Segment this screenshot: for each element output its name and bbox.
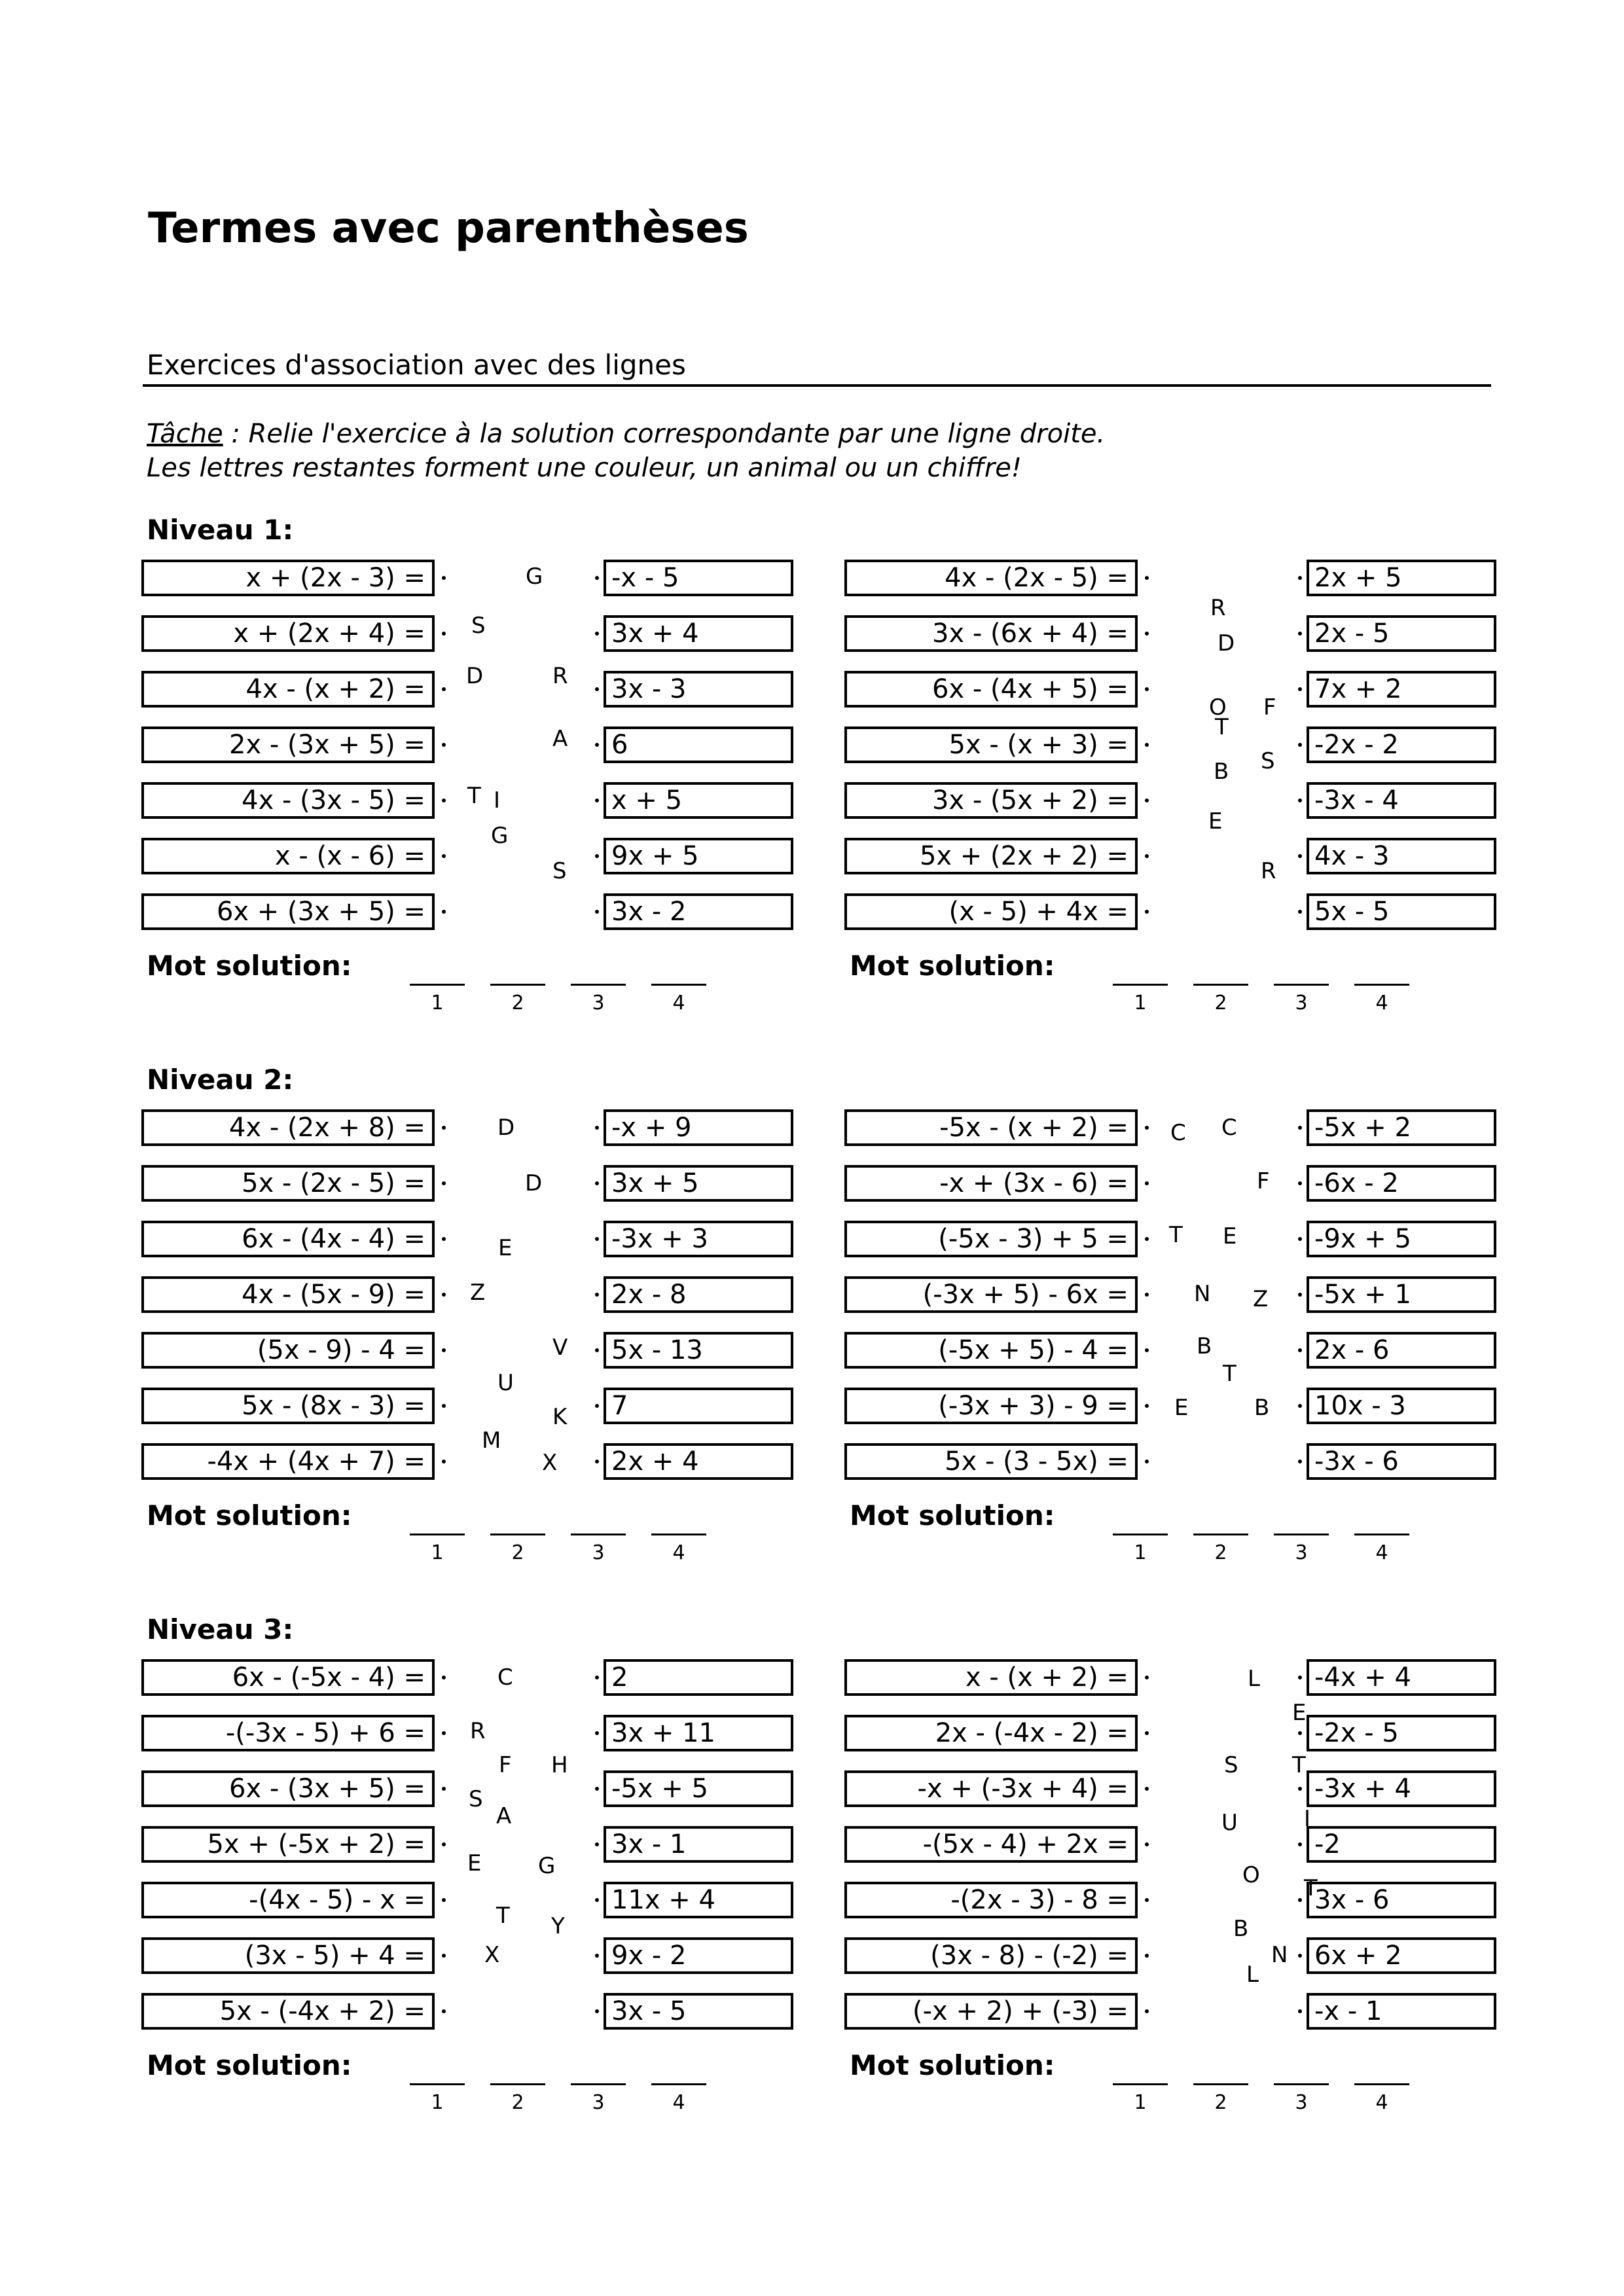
stray-letter: T: [1304, 1875, 1318, 1901]
connector-dot[interactable]: [442, 1954, 446, 1958]
solution-box: 5x - 5: [1307, 893, 1496, 930]
connector-dot[interactable]: [595, 743, 599, 747]
connector-dot[interactable]: [595, 910, 599, 914]
solution-box: 2x - 6: [1307, 1332, 1496, 1369]
exercise-box: (-5x - 3) + 5 =: [844, 1221, 1138, 1257]
answer-blank[interactable]: [1354, 2083, 1409, 2085]
connector-dot[interactable]: [595, 576, 599, 580]
solution-box: -2x - 2: [1307, 726, 1496, 763]
blank-number: 3: [592, 992, 605, 1014]
blank-number: 3: [1295, 992, 1308, 1014]
connector-dot[interactable]: [1298, 1731, 1302, 1735]
connector-dot[interactable]: [1298, 1676, 1302, 1679]
connector-dot[interactable]: [595, 1404, 599, 1408]
connector-dot[interactable]: [595, 1898, 599, 1902]
stray-letter: T: [1292, 1752, 1306, 1778]
connector-dot[interactable]: [442, 798, 446, 802]
connector-dot[interactable]: [1145, 1842, 1149, 1846]
exercise-box: (5x - 9) - 4 =: [141, 1332, 435, 1369]
stray-letter: Z: [470, 1280, 486, 1306]
solution-box: 3x + 5: [604, 1165, 793, 1202]
stray-letter: S: [471, 613, 486, 639]
connector-dot[interactable]: [1145, 1348, 1149, 1352]
solution-word-label: Mot solution:: [147, 2049, 352, 2081]
connector-dot[interactable]: [442, 1237, 446, 1241]
connector-dot[interactable]: [442, 743, 446, 747]
blank-number: 2: [511, 992, 524, 1014]
connector-dot[interactable]: [1145, 1898, 1149, 1902]
task-line-2: Les lettres restantes forment une couleur, un animal ou un chiffre!: [147, 453, 1022, 483]
stray-letter: A: [496, 1803, 512, 1829]
solution-box: 6x + 2: [1307, 1937, 1496, 1974]
connector-dot[interactable]: [1145, 1460, 1149, 1463]
connector-dot[interactable]: [1298, 1898, 1302, 1902]
solution-box: 5x - 13: [604, 1332, 793, 1369]
connector-dot[interactable]: [595, 1460, 599, 1463]
stray-letter: N: [1194, 1281, 1211, 1307]
connector-dot[interactable]: [1298, 798, 1302, 802]
connector-dot[interactable]: [1145, 854, 1149, 858]
stray-letter: C: [497, 1664, 513, 1691]
solution-box: 7: [604, 1388, 793, 1424]
connector-dot[interactable]: [442, 2009, 446, 2013]
solution-box: 3x + 11: [604, 1715, 793, 1751]
exercise-box: 3x - (5x + 2) =: [844, 782, 1138, 819]
connector-dot[interactable]: [1145, 1731, 1149, 1735]
exercise-box: 6x - (3x + 5) =: [141, 1770, 435, 1807]
connector-dot[interactable]: [1145, 1676, 1149, 1679]
connector-dot[interactable]: [442, 1898, 446, 1902]
stray-letter: R: [1210, 595, 1226, 621]
exercise-box: 6x + (3x + 5) =: [141, 893, 435, 930]
blank-number: 4: [672, 1541, 685, 1564]
exercise-box: x + (2x - 3) =: [141, 560, 435, 596]
solution-box: 9x - 2: [604, 1937, 793, 1974]
blank-number: 1: [431, 1541, 444, 1564]
blank-number: 2: [1214, 992, 1227, 1014]
solution-box: 4x - 3: [1307, 838, 1496, 874]
connector-dot[interactable]: [595, 1126, 599, 1130]
answer-blank[interactable]: [490, 984, 545, 986]
connector-dot[interactable]: [1298, 743, 1302, 747]
task-text-1: : Relie l'exercice à la solution correspondante par une ligne droite.: [223, 419, 1106, 449]
exercise-box: 2x - (-4x - 2) =: [844, 1715, 1138, 1751]
exercise-box: 5x + (-5x + 2) =: [141, 1826, 435, 1863]
connector-dot[interactable]: [595, 1348, 599, 1352]
connector-dot[interactable]: [442, 1460, 446, 1463]
stray-letter: F: [1263, 694, 1276, 721]
stray-letter: E: [1223, 1223, 1237, 1249]
exercise-box: 5x - (3 - 5x) =: [844, 1443, 1138, 1480]
solution-box: 3x - 6: [1307, 1882, 1496, 1918]
solution-box: 7x + 2: [1307, 671, 1496, 708]
connector-dot[interactable]: [442, 910, 446, 914]
answer-blank[interactable]: [1274, 1534, 1329, 1535]
solution-box: -3x + 3: [604, 1221, 793, 1257]
solution-box: 3x - 3: [604, 671, 793, 708]
connector-dot[interactable]: [1298, 2009, 1302, 2013]
stray-letter: T: [467, 783, 481, 809]
blank-number: 1: [431, 992, 444, 1014]
stray-letter: E: [498, 1235, 513, 1261]
stray-letter: B: [1254, 1395, 1270, 1421]
connector-dot[interactable]: [1298, 1842, 1302, 1846]
solution-word-label: Mot solution:: [147, 950, 352, 982]
connector-dot[interactable]: [1145, 1954, 1149, 1958]
solution-word-label: Mot solution:: [850, 1499, 1055, 1532]
connector-dot[interactable]: [1145, 632, 1149, 636]
solution-box: -6x - 2: [1307, 1165, 1496, 1202]
answer-blank[interactable]: [1113, 1534, 1168, 1535]
connector-dot[interactable]: [1145, 798, 1149, 802]
connector-dot[interactable]: [595, 854, 599, 858]
exercise-box: 4x - (5x - 9) =: [141, 1276, 435, 1313]
solution-box: x + 5: [604, 782, 793, 819]
stray-letter: L: [1248, 1666, 1260, 1692]
exercise-box: 6x - (-5x - 4) =: [141, 1659, 435, 1696]
stray-letter: T: [496, 1903, 510, 1929]
stray-letter: B: [1197, 1333, 1212, 1359]
connector-dot[interactable]: [595, 1787, 599, 1791]
connector-dot[interactable]: [1145, 1181, 1149, 1185]
exercise-box: 5x - (-4x + 2) =: [141, 1993, 435, 2030]
connector-dot[interactable]: [442, 1676, 446, 1679]
connector-dot[interactable]: [442, 1404, 446, 1408]
connector-dot[interactable]: [595, 1731, 599, 1735]
connector-dot[interactable]: [1145, 1293, 1149, 1297]
exercise-box: -(-3x - 5) + 6 =: [141, 1715, 435, 1751]
stray-letter: F: [499, 1752, 512, 1778]
stray-letter: S: [469, 1786, 483, 1812]
blank-number: 4: [672, 2091, 685, 2114]
connector-dot[interactable]: [1298, 1460, 1302, 1463]
connector-dot[interactable]: [442, 1293, 446, 1297]
exercise-box: (-x + 2) + (-3) =: [844, 1993, 1138, 2030]
solution-box: -2x - 5: [1307, 1715, 1496, 1751]
solution-box: -4x + 4: [1307, 1659, 1496, 1696]
solution-box: 2x - 8: [604, 1276, 793, 1313]
solution-word-label: Mot solution:: [850, 2049, 1055, 2081]
stray-letter: D: [1218, 630, 1235, 656]
connector-dot[interactable]: [442, 1348, 446, 1352]
exercise-box: 5x - (8x - 3) =: [141, 1388, 435, 1424]
answer-blank[interactable]: [1354, 984, 1409, 986]
exercise-box: 5x - (2x - 5) =: [141, 1165, 435, 1202]
solution-box: -x - 1: [1307, 1993, 1496, 2030]
answer-blank[interactable]: [571, 1534, 626, 1535]
stray-letter: B: [1214, 759, 1229, 785]
exercise-box: (-5x + 5) - 4 =: [844, 1332, 1138, 1369]
solution-box: -x - 5: [604, 560, 793, 596]
blank-number: 4: [1375, 2091, 1388, 2114]
answer-blank[interactable]: [410, 1534, 465, 1535]
answer-blank[interactable]: [571, 984, 626, 986]
solution-box: 6: [604, 726, 793, 763]
exercise-box: 6x - (4x - 4) =: [141, 1221, 435, 1257]
stray-letter: R: [552, 663, 568, 689]
stray-letter: U: [1221, 1810, 1238, 1836]
stray-letter: O: [1242, 1862, 1260, 1888]
exercise-box: x + (2x + 4) =: [141, 615, 435, 652]
exercise-block: [844, 1064, 1519, 1574]
exercise-box: (-3x + 3) - 9 =: [844, 1388, 1138, 1424]
connector-dot[interactable]: [595, 2009, 599, 2013]
connector-dot[interactable]: [1145, 2009, 1149, 2013]
answer-blank[interactable]: [410, 2083, 465, 2085]
level-title: Niveau 2:: [147, 1064, 294, 1096]
task-label: Tâche: [147, 419, 223, 449]
solution-box: -9x + 5: [1307, 1221, 1496, 1257]
solution-box: 2x + 5: [1307, 560, 1496, 596]
blank-number: 1: [1134, 2091, 1147, 2114]
exercise-box: -x + (3x - 6) =: [844, 1165, 1138, 1202]
subtitle: Exercices d'association avec des lignes: [147, 349, 686, 381]
connector-dot[interactable]: [442, 1126, 446, 1130]
exercise-box: 5x - (x + 3) =: [844, 726, 1138, 763]
stray-letter: X: [484, 1942, 500, 1968]
stray-letter: D: [466, 663, 484, 689]
stray-letter: Y: [551, 1913, 565, 1939]
connector-dot[interactable]: [442, 854, 446, 858]
solution-box: 3x - 2: [604, 893, 793, 930]
connector-dot[interactable]: [595, 1181, 599, 1185]
answer-blank[interactable]: [1113, 984, 1168, 986]
stray-letter: E: [1292, 1700, 1307, 1726]
connector-dot[interactable]: [1145, 910, 1149, 914]
connector-dot[interactable]: [1298, 854, 1302, 858]
exercise-block: [141, 1613, 816, 2124]
solution-box: 3x - 1: [604, 1826, 793, 1863]
connector-dot[interactable]: [1298, 1404, 1302, 1408]
exercise-box: 6x - (4x + 5) =: [844, 671, 1138, 708]
answer-blank[interactable]: [1274, 2083, 1329, 2085]
connector-dot[interactable]: [1298, 1954, 1302, 1958]
exercise-box: -(2x - 3) - 8 =: [844, 1882, 1138, 1918]
stray-letter: R: [1261, 858, 1276, 884]
connector-dot[interactable]: [595, 798, 599, 802]
stray-letter: R: [470, 1718, 486, 1744]
exercise-box: -(5x - 4) + 2x =: [844, 1826, 1138, 1863]
blank-number: 2: [511, 1541, 524, 1564]
solution-box: -3x + 4: [1307, 1770, 1496, 1807]
stray-letter: C: [1170, 1120, 1186, 1146]
solution-box: 11x + 4: [604, 1882, 793, 1918]
solution-box: -5x + 5: [604, 1770, 793, 1807]
answer-blank[interactable]: [651, 984, 706, 986]
exercise-box: -(4x - 5) - x =: [141, 1882, 435, 1918]
blank-number: 3: [1295, 1541, 1308, 1564]
connector-dot[interactable]: [1298, 1787, 1302, 1791]
connector-dot[interactable]: [442, 687, 446, 691]
answer-blank[interactable]: [651, 1534, 706, 1535]
solution-box: 9x + 5: [604, 838, 793, 874]
answer-blank[interactable]: [651, 2083, 706, 2085]
solution-box: 2: [604, 1659, 793, 1696]
answer-blank[interactable]: [1193, 984, 1248, 986]
stray-letter: S: [552, 858, 567, 884]
blank-number: 2: [1214, 1541, 1227, 1564]
stray-letter: I: [1304, 1806, 1311, 1832]
connector-dot[interactable]: [595, 1237, 599, 1241]
blank-number: 4: [1375, 992, 1388, 1014]
stray-letter: M: [482, 1427, 501, 1454]
stray-letter: D: [525, 1170, 543, 1196]
blank-number: 4: [672, 992, 685, 1014]
stray-letter: O: [1209, 694, 1227, 721]
connector-dot[interactable]: [1145, 687, 1149, 691]
connector-dot[interactable]: [1298, 632, 1302, 636]
connector-dot[interactable]: [1145, 1787, 1149, 1791]
solution-box: 10x - 3: [1307, 1388, 1496, 1424]
solution-box: 3x + 4: [604, 615, 793, 652]
exercise-box: 4x - (3x - 5) =: [141, 782, 435, 819]
solution-word-label: Mot solution:: [850, 950, 1055, 982]
exercise-block: [844, 514, 1519, 1024]
exercise-box: 4x - (x + 2) =: [141, 671, 435, 708]
exercise-box: 2x - (3x + 5) =: [141, 726, 435, 763]
task-line-1: [147, 419, 1105, 449]
solution-box: 3x - 5: [604, 1993, 793, 2030]
connector-dot[interactable]: [595, 1293, 599, 1297]
connector-dot[interactable]: [595, 1954, 599, 1958]
blank-number: 3: [592, 2091, 605, 2114]
stray-letter: B: [1233, 1916, 1249, 1942]
exercise-box: 4x - (2x + 8) =: [141, 1109, 435, 1146]
stray-letter: A: [552, 726, 568, 752]
solution-box: -5x + 1: [1307, 1276, 1496, 1313]
connector-dot[interactable]: [1145, 743, 1149, 747]
connector-dot[interactable]: [442, 1787, 446, 1791]
answer-blank[interactable]: [490, 1534, 545, 1535]
exercise-box: -4x + (4x + 7) =: [141, 1443, 435, 1480]
blank-number: 2: [511, 2091, 524, 2114]
stray-letter: S: [1261, 748, 1275, 774]
stray-letter: I: [494, 787, 501, 814]
connector-dot[interactable]: [442, 1731, 446, 1735]
connector-dot[interactable]: [595, 632, 599, 636]
solution-box: -x + 9: [604, 1109, 793, 1146]
connector-dot[interactable]: [1298, 1126, 1302, 1130]
stray-letter: S: [1224, 1752, 1238, 1778]
exercise-block: [141, 1064, 816, 1574]
level-title: Niveau 1:: [147, 514, 294, 546]
stray-letter: T: [1169, 1222, 1183, 1248]
exercise-box: (-3x + 5) - 6x =: [844, 1276, 1138, 1313]
connector-dot[interactable]: [442, 1842, 446, 1846]
stray-letter: G: [526, 564, 543, 590]
level-title: Niveau 3:: [147, 1613, 294, 1645]
answer-blank[interactable]: [1354, 1534, 1409, 1535]
stray-letter: U: [497, 1370, 514, 1396]
solution-box: 2x + 4: [604, 1443, 793, 1480]
exercise-box: x - (x - 6) =: [141, 838, 435, 874]
solution-box: -3x - 4: [1307, 782, 1496, 819]
exercise-box: x - (x + 2) =: [844, 1659, 1138, 1696]
stray-letter: F: [1257, 1168, 1270, 1194]
solution-word-label: Mot solution:: [147, 1499, 352, 1532]
stray-letter: L: [1246, 1962, 1259, 1988]
exercise-box: (3x - 5) + 4 =: [141, 1937, 435, 1974]
connector-dot[interactable]: [595, 1842, 599, 1846]
answer-blank[interactable]: [1193, 1534, 1248, 1535]
exercise-block: [844, 1613, 1519, 2124]
solution-box: -5x + 2: [1307, 1109, 1496, 1146]
connector-dot[interactable]: [1298, 1293, 1302, 1297]
stray-letter: E: [467, 1850, 482, 1876]
connector-dot[interactable]: [1298, 910, 1302, 914]
stray-letter: G: [491, 823, 509, 849]
stray-letter: Z: [1253, 1286, 1269, 1312]
exercise-box: -x + (-3x + 4) =: [844, 1770, 1138, 1807]
solution-box: 2x - 5: [1307, 615, 1496, 652]
stray-letter: H: [551, 1752, 568, 1778]
connector-dot[interactable]: [1298, 1237, 1302, 1241]
answer-blank[interactable]: [1113, 2083, 1168, 2085]
connector-dot[interactable]: [1298, 687, 1302, 691]
exercise-box: -5x - (x + 2) =: [844, 1109, 1138, 1146]
stray-letter: G: [538, 1853, 556, 1879]
stray-letter: V: [552, 1335, 568, 1361]
answer-blank[interactable]: [1193, 2083, 1248, 2085]
divider: [143, 384, 1491, 387]
blank-number: 4: [1375, 1541, 1388, 1564]
blank-number: 3: [1295, 2091, 1308, 2114]
connector-dot[interactable]: [1145, 1126, 1149, 1130]
connector-dot[interactable]: [1145, 576, 1149, 580]
solution-box: -2: [1307, 1826, 1496, 1863]
answer-blank[interactable]: [1274, 984, 1329, 986]
connector-dot[interactable]: [1145, 1404, 1149, 1408]
stray-letter: E: [1208, 808, 1223, 834]
blank-number: 2: [1214, 2091, 1227, 2114]
solution-box: -3x - 6: [1307, 1443, 1496, 1480]
stray-letter: K: [552, 1404, 568, 1430]
answer-blank[interactable]: [490, 2083, 545, 2085]
connector-dot[interactable]: [1145, 1237, 1149, 1241]
stray-letter: N: [1271, 1942, 1288, 1968]
stray-letter: T: [1223, 1361, 1236, 1387]
exercise-box: 5x + (2x + 2) =: [844, 838, 1138, 874]
blank-number: 1: [431, 2091, 444, 2114]
stray-letter: X: [542, 1450, 558, 1476]
blank-number: 1: [1134, 992, 1147, 1014]
connector-dot[interactable]: [1298, 1181, 1302, 1185]
connector-dot[interactable]: [595, 1676, 599, 1679]
connector-dot[interactable]: [1298, 576, 1302, 580]
connector-dot[interactable]: [442, 1181, 446, 1185]
connector-dot[interactable]: [1298, 1348, 1302, 1352]
stray-letter: C: [1221, 1115, 1237, 1141]
connector-dot[interactable]: [595, 687, 599, 691]
exercise-box: (3x - 8) - (-2) =: [844, 1937, 1138, 1974]
answer-blank[interactable]: [410, 984, 465, 986]
exercise-box: 4x - (2x - 5) =: [844, 560, 1138, 596]
exercise-box: (x - 5) + 4x =: [844, 893, 1138, 930]
answer-blank[interactable]: [571, 2083, 626, 2085]
stray-letter: D: [497, 1115, 515, 1141]
stray-letter: E: [1174, 1395, 1189, 1421]
page-title: Termes avec parenthèses: [148, 204, 749, 253]
connector-dot[interactable]: [442, 632, 446, 636]
blank-number: 1: [1134, 1541, 1147, 1564]
blank-number: 3: [592, 1541, 605, 1564]
exercise-box: 3x - (6x + 4) =: [844, 615, 1138, 652]
stray-letter: T: [1215, 714, 1229, 740]
connector-dot[interactable]: [442, 576, 446, 580]
exercise-block: [141, 514, 816, 1024]
